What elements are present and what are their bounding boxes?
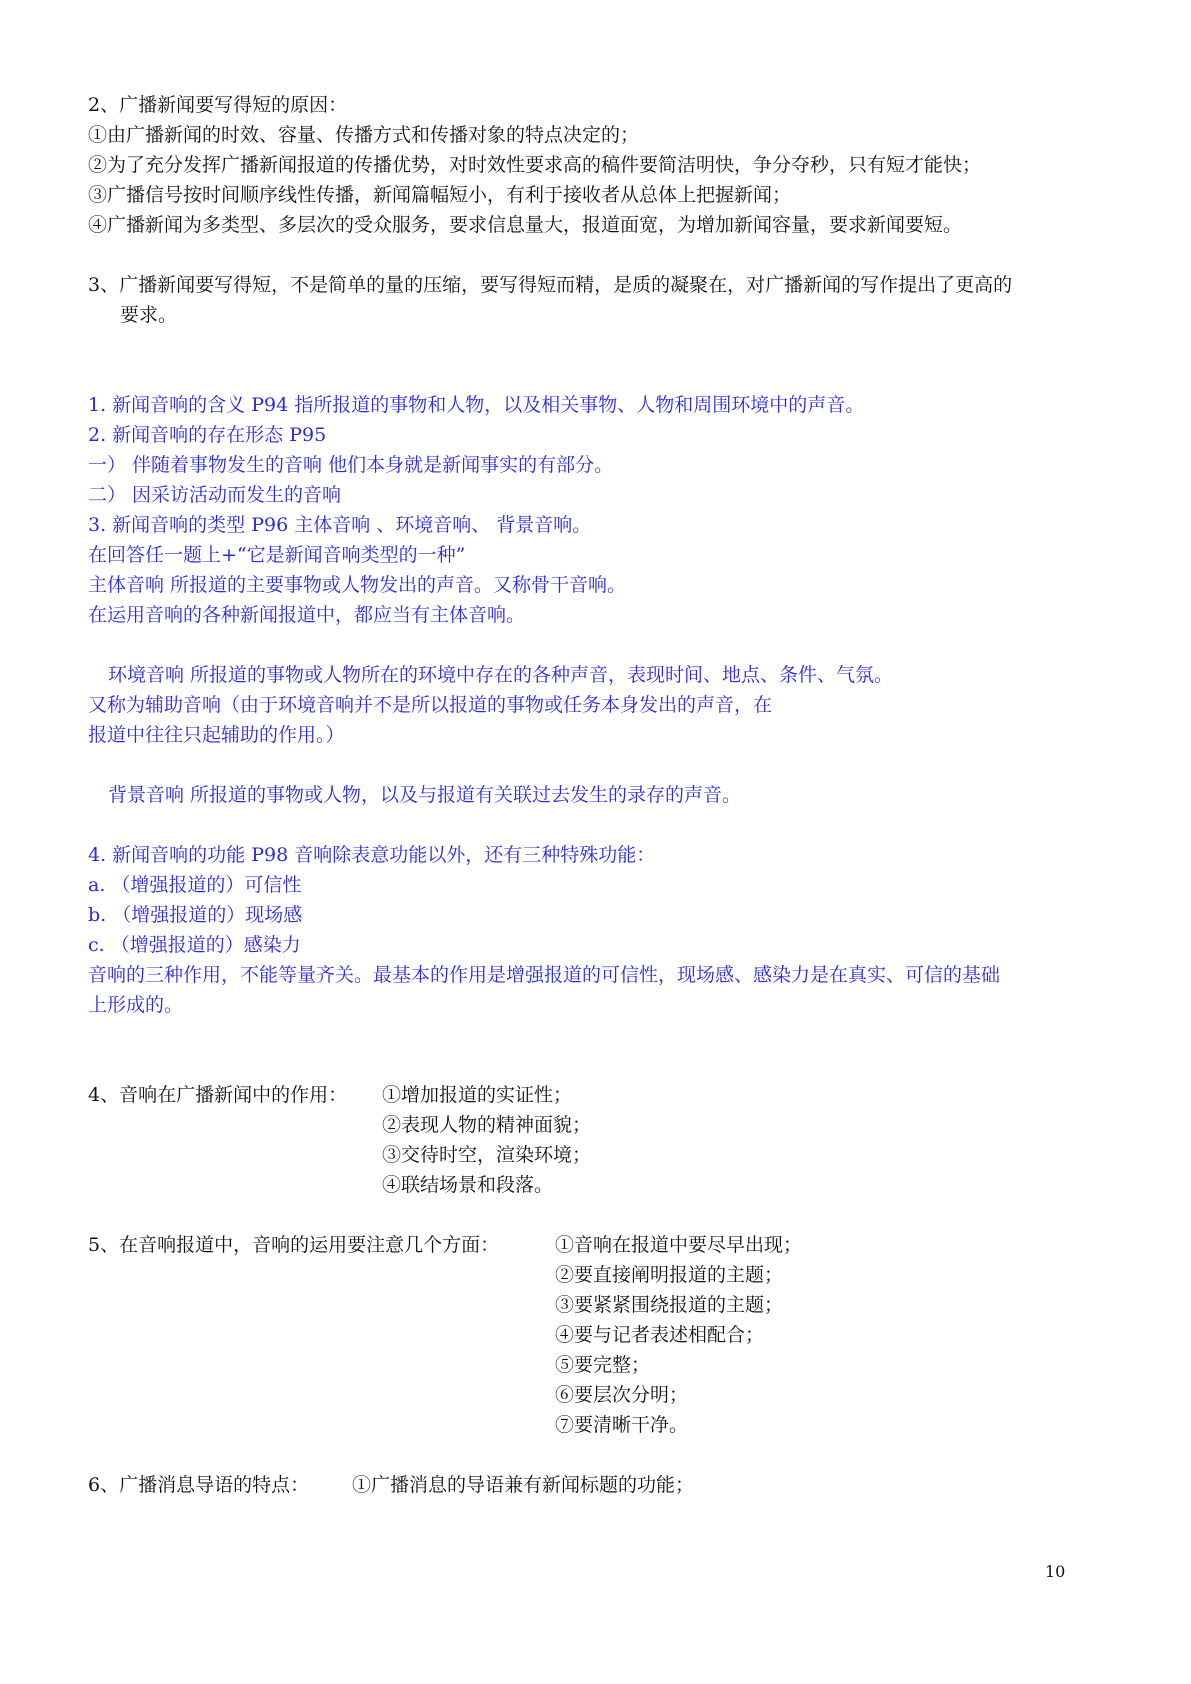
section-2-item: ④广播新闻为多类型、多层次的受众服务，要求信息量大，报道面宽，为增加新闻容量，要求新闻要短。 — [88, 214, 963, 236]
section-5-item: ④要与记者表述相配合； — [555, 1324, 765, 1346]
section-5-label: 5、在音响报道中，音响的运用要注意几个方面： — [88, 1234, 500, 1256]
blue-note-line: 2. 新闻音响的存在形态 P95 — [88, 424, 327, 446]
blue-note-line: 主体音响 所报道的主要事物或人物发出的声音。又称骨干音响。 — [88, 574, 627, 596]
section-4-label: 4、音响在广播新闻中的作用： — [88, 1084, 348, 1106]
section-4-item: ③交待时空，渲染环境； — [382, 1144, 592, 1166]
blue-note-line: a. （增强报道的）可信性 — [88, 874, 302, 896]
section-5-item: ②要直接阐明报道的主题； — [555, 1264, 784, 1286]
section-4-item: ④联结场景和段落。 — [382, 1174, 554, 1196]
blue-note-line: 3. 新闻音响的类型 P96 主体音响 、环境音响、 背景音响。 — [88, 514, 592, 536]
section-2-item: ③广播信号按时间顺序线性传播，新闻篇幅短小，有利于接收者从总体上把握新闻； — [88, 184, 792, 206]
section-2-item: ①由广播新闻的时效、容量、传播方式和传播对象的特点决定的； — [88, 124, 640, 146]
blue-note-line: 1. 新闻音响的含义 P94 指所报道的事物和人物，以及相关事物、人物和周围环境中的声音。 — [88, 394, 865, 416]
section-5-item: ⑥要层次分明； — [555, 1384, 689, 1406]
section-5-item: ⑤要完整； — [555, 1354, 651, 1376]
section-5-item: ⑦要清晰干净。 — [555, 1414, 689, 1436]
blue-note-line: c. （增强报道的）感染力 — [88, 934, 301, 956]
section-2-heading: 2、广播新闻要写得短的原因： — [88, 94, 348, 116]
blue-note-line: 二） 因采访活动而发生的音响 — [88, 484, 342, 506]
blue-note-line: 在运用音响的各种新闻报道中，都应当有主体音响。 — [88, 604, 526, 626]
section-6-label: 6、广播消息导语的特点： — [88, 1474, 310, 1496]
blue-note-line: 4. 新闻音响的功能 P98 音响除表意功能以外，还有三种特殊功能： — [88, 844, 656, 866]
blue-note-line: 在回答任一题上+“它是新闻音响类型的一种” — [88, 544, 466, 566]
blue-note-line: 背景音响 所报道的事物或人物，以及与报道有关联过去发生的录存的声音。 — [108, 784, 742, 806]
section-4-item: ②表现人物的精神面貌； — [382, 1114, 592, 1136]
section-2-item: ②为了充分发挥广播新闻报道的传播优势，对时效性要求高的稿件要简洁明快，争分夺秒，只有短才能快； — [88, 154, 982, 176]
blue-note-line: 又称为辅助音响（由于环境音响并不是所以报道的事物或任务本身发出的声音，在 — [88, 694, 773, 716]
blue-note-line: 音响的三种作用，不能等量齐关。最基本的作用是增强报道的可信性，现场感、感染力是在真实、可信的基础 — [88, 964, 1001, 986]
section-4-item: ①增加报道的实证性； — [382, 1084, 573, 1106]
blue-note-line: 一） 伴随着事物发生的音响 他们本身就是新闻事实的有部分。 — [88, 454, 614, 476]
section-3-line: 要求。 — [120, 304, 178, 326]
section-5-item: ③要紧紧围绕报道的主题； — [555, 1294, 784, 1316]
blue-note-line: b. （增强报道的）现场感 — [88, 904, 303, 926]
section-3-line: 3、广播新闻要写得短，不是简单的量的压缩，要写得短而精，是质的凝聚在，对广播新闻的写作提出了更高的 — [88, 274, 1013, 296]
section-6-item: ①广播消息的导语兼有新闻标题的功能； — [352, 1474, 695, 1496]
section-5-item: ①音响在报道中要尽早出现； — [555, 1234, 803, 1256]
blue-note-line: 上形成的。 — [88, 994, 184, 1016]
blue-note-line: 环境音响 所报道的事物或人物所在的环境中存在的各种声音，表现时间、地点、条件、气氛。 — [108, 664, 894, 686]
page-number: 10 — [1045, 1562, 1066, 1581]
blue-note-line: 报道中往往只起辅助的作用。） — [88, 724, 345, 746]
